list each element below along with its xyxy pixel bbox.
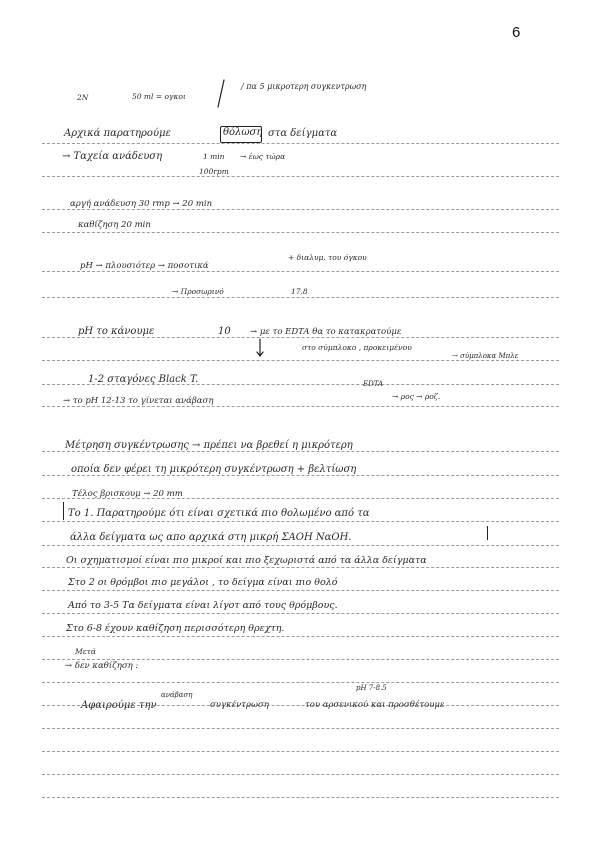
note-smaller-concentration: / πα 5 μικροτερη συγκεντρωση: [241, 82, 367, 91]
note-volume: 50 ml = ογκοι: [132, 92, 186, 101]
note-observation-2: Οι σχηματισμοί είναι πιο μικροί και πιο ξεχωριστά από τα άλλα δείγματα: [66, 555, 427, 566]
note-ph-adjust: pH το κάνουμε: [78, 326, 155, 337]
note-complex: στο σύμπλοκο , προκειμένου: [302, 343, 412, 352]
note-remove: Αφαιρούμε την: [81, 700, 157, 711]
note-line: Αρχικά παρατηρούμε: [64, 128, 171, 139]
note-turbidity: θόλωση: [223, 127, 263, 138]
note-ph-value: 10: [218, 326, 231, 337]
note-no-settling: → δεν καθίζηση :: [65, 661, 139, 671]
note-ascent: ανάβαση: [161, 691, 193, 699]
note-then: Μετά: [75, 647, 96, 656]
slash-mark: [218, 80, 224, 107]
note-finally: Τέλος βρισκουμ → 20 mm: [72, 489, 183, 499]
note-ph-range: pH 7-8.5: [356, 684, 387, 692]
note-concentration-word: συγκέντρωση: [210, 700, 269, 710]
note-observation-4: Από το 3-5 Τα δείγματα είναι λίγοτ από τους θρόμβους.: [68, 600, 338, 611]
note-blue-complex: → σύμπλοκα Μπλε: [452, 352, 519, 360]
note-slow-stirring: αργή ανάδευση 30 rmp → 20 min: [70, 199, 213, 209]
note-edta-label: EDTA: [363, 380, 384, 388]
note-concentration: 2N: [77, 93, 89, 102]
note-measurement-cont: οποία δεν φέρει τη μικρότερη συγκέντρωση + βελτίωση: [71, 464, 357, 475]
note-observation-1b: άλλα δείγματα ως απο αρχικά στη μικρή ΣΑΟΗ ΝαΟΗ.: [70, 532, 352, 543]
note-edta: → με το EDTA θα το κατακρατούμε: [250, 327, 402, 337]
note-line: στα δείγματα: [268, 128, 338, 139]
note-pink: → ρος → ροζ.: [392, 392, 441, 401]
note-arsenic: του αρσενικού και προσθέτουμε: [305, 700, 445, 710]
note-observation-5: Στο 6-8 έχουν καθίζηση περισσότερη θρεχτη.: [66, 623, 285, 634]
note-temporary: → Προσωρινό: [172, 287, 224, 296]
note-ph-high: → το pH 12-13 το γίνεται ανάβαση: [63, 396, 214, 406]
note-rpm: 100rpm: [199, 167, 229, 176]
note-ph: pH → πλουσιότερ → ποσοτικά: [80, 261, 209, 271]
note-settling: καθίζηση 20 min: [78, 220, 151, 230]
note-line: → έως τώρα: [240, 152, 286, 161]
note-measurement: Μέτρηση συγκέντρωσης → πρέπει να βρεθεί η μικρότερη: [65, 440, 353, 451]
note-value: 17.8: [291, 287, 308, 296]
note-volume-solution: + διαλυμ. του όγκου: [288, 253, 367, 262]
note-indicator: 1-2 σταγόνες Black T.: [88, 374, 199, 385]
note-observation-1: Το 1. Παρατηρούμε ότι είναι σχετικά πιο θολωμένο από τα: [68, 508, 370, 519]
note-observation-3: Στο 2 οι θρόμβοι πιο μεγάλοι , το δείγμα είναι πιο θολό: [68, 577, 338, 588]
page-number: 6: [512, 24, 521, 41]
note-time: 1 min: [203, 152, 225, 161]
note-line: → Ταχεία ανάδευση: [62, 151, 163, 162]
